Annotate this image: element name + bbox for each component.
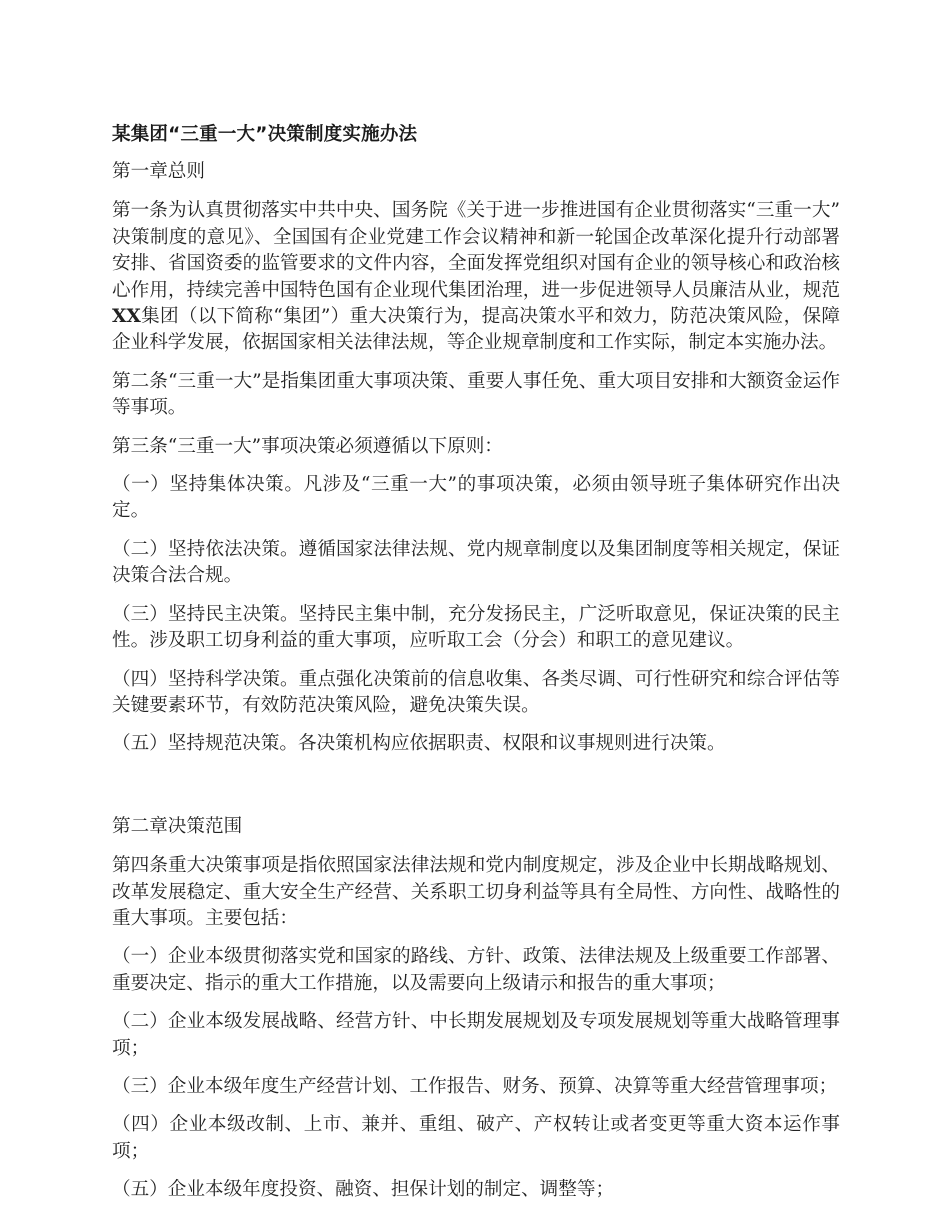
article-1-paragraph	[112, 198, 840, 356]
section-spacer	[112, 770, 840, 814]
document-title: 某集团“三重一大”决策制度实施办法	[112, 124, 418, 145]
article-2-paragraph: 第二条“三重一大”是指集团重大事项决策、重要人事任免、重大项目安排和大额资金运作等事项。	[112, 370, 840, 419]
scope-item-5: （五）企业本级年度投资、融资、担保计划的制定、调整等；	[112, 1179, 615, 1201]
article-1-text-suffix: 集团（以下简称“集团”）重大决策行为，提高决策水平和效力，防范决策风险，保障企业科学发展，依据国家相关法律法规，等企业规章制度和工作实际，制定本实施办法。	[112, 306, 840, 354]
scope-item-2: （二）企业本级发展战略、经营方针、中长期发展规划及专项发展规划等重大战略管理事项；	[112, 1011, 840, 1059]
article-3-paragraph: 第三条“三重一大”事项决策必须遵循以下原则：	[112, 435, 503, 457]
scope-item-3: （三）企业本级年度生产经营计划、工作报告、财务、预算、决算等重大经营管理事项；	[112, 1075, 838, 1097]
principle-item-1: （一）坚持集体决策。凡涉及“三重一大”的事项决策，必须由领导班子集体研究作出决定。	[112, 474, 840, 522]
principle-item-5: （五）坚持规范决策。各决策机构应依据职责、权限和议事规则进行决策。	[112, 733, 726, 755]
principle-item-2: （二）坚持依法决策。遵循国家法律法规、党内规章制度以及集团制度等相关规定，保证决策合法合规。	[112, 538, 840, 587]
article-1-text-prefix: 第一条为认真贯彻落实中共中央、国务院《关于进一步推进国有企业贯彻落实“三重一大”决策制度的意见》、全国国有企业党建工作会议精神和新一轮国企改革深化提升行动部署安排、省国资委的监管要求的文件内容，全面发挥党组织对国有企业的领导核心和政治核心作用，持续完善中国特色国有企业现代集团治理，进一步促进领导人员廉洁从业，规范	[112, 200, 840, 301]
article-4-paragraph: 第四条重大决策事项是指依照国家法律法规和党内制度规定，涉及企业中长期战略规划、改革发展稳定、重大安全生产经营、关系职工切身利益等具有全局性、方向性、战略性的重大事项。主要包括：	[112, 855, 840, 929]
scope-item-1: （一）企业本级贯彻落实党和国家的路线、方针、政策、法律法规及上级重要工作部署、重要决定、指示的重大工作措施，以及需要向上级请示和报告的重大事项；	[112, 946, 840, 994]
principle-item-4: （四）坚持科学决策。重点强化决策前的信息收集、各类尽调、可行性研究和综合评估等关键要素环节，有效防范决策风险，避免决策失误。	[112, 668, 840, 716]
chapter-two-heading: 第二章决策范围	[112, 815, 243, 837]
article-1-company-placeholder: XX	[112, 306, 141, 328]
scope-item-4: （四）企业本级改制、上市、兼并、重组、破产、产权转让或者变更等重大资本运作事项；	[112, 1114, 840, 1162]
chapter-one-heading: 第一章总则	[112, 161, 205, 182]
document-body	[112, 122, 840, 1216]
principle-item-3: （三）坚持民主决策。坚持民主集中制，充分发扬民主，广泛听取意见，保证决策的民主性。涉及职工切身利益的重大事项，应听取工会（分会）和职工的意见建议。	[112, 603, 840, 652]
